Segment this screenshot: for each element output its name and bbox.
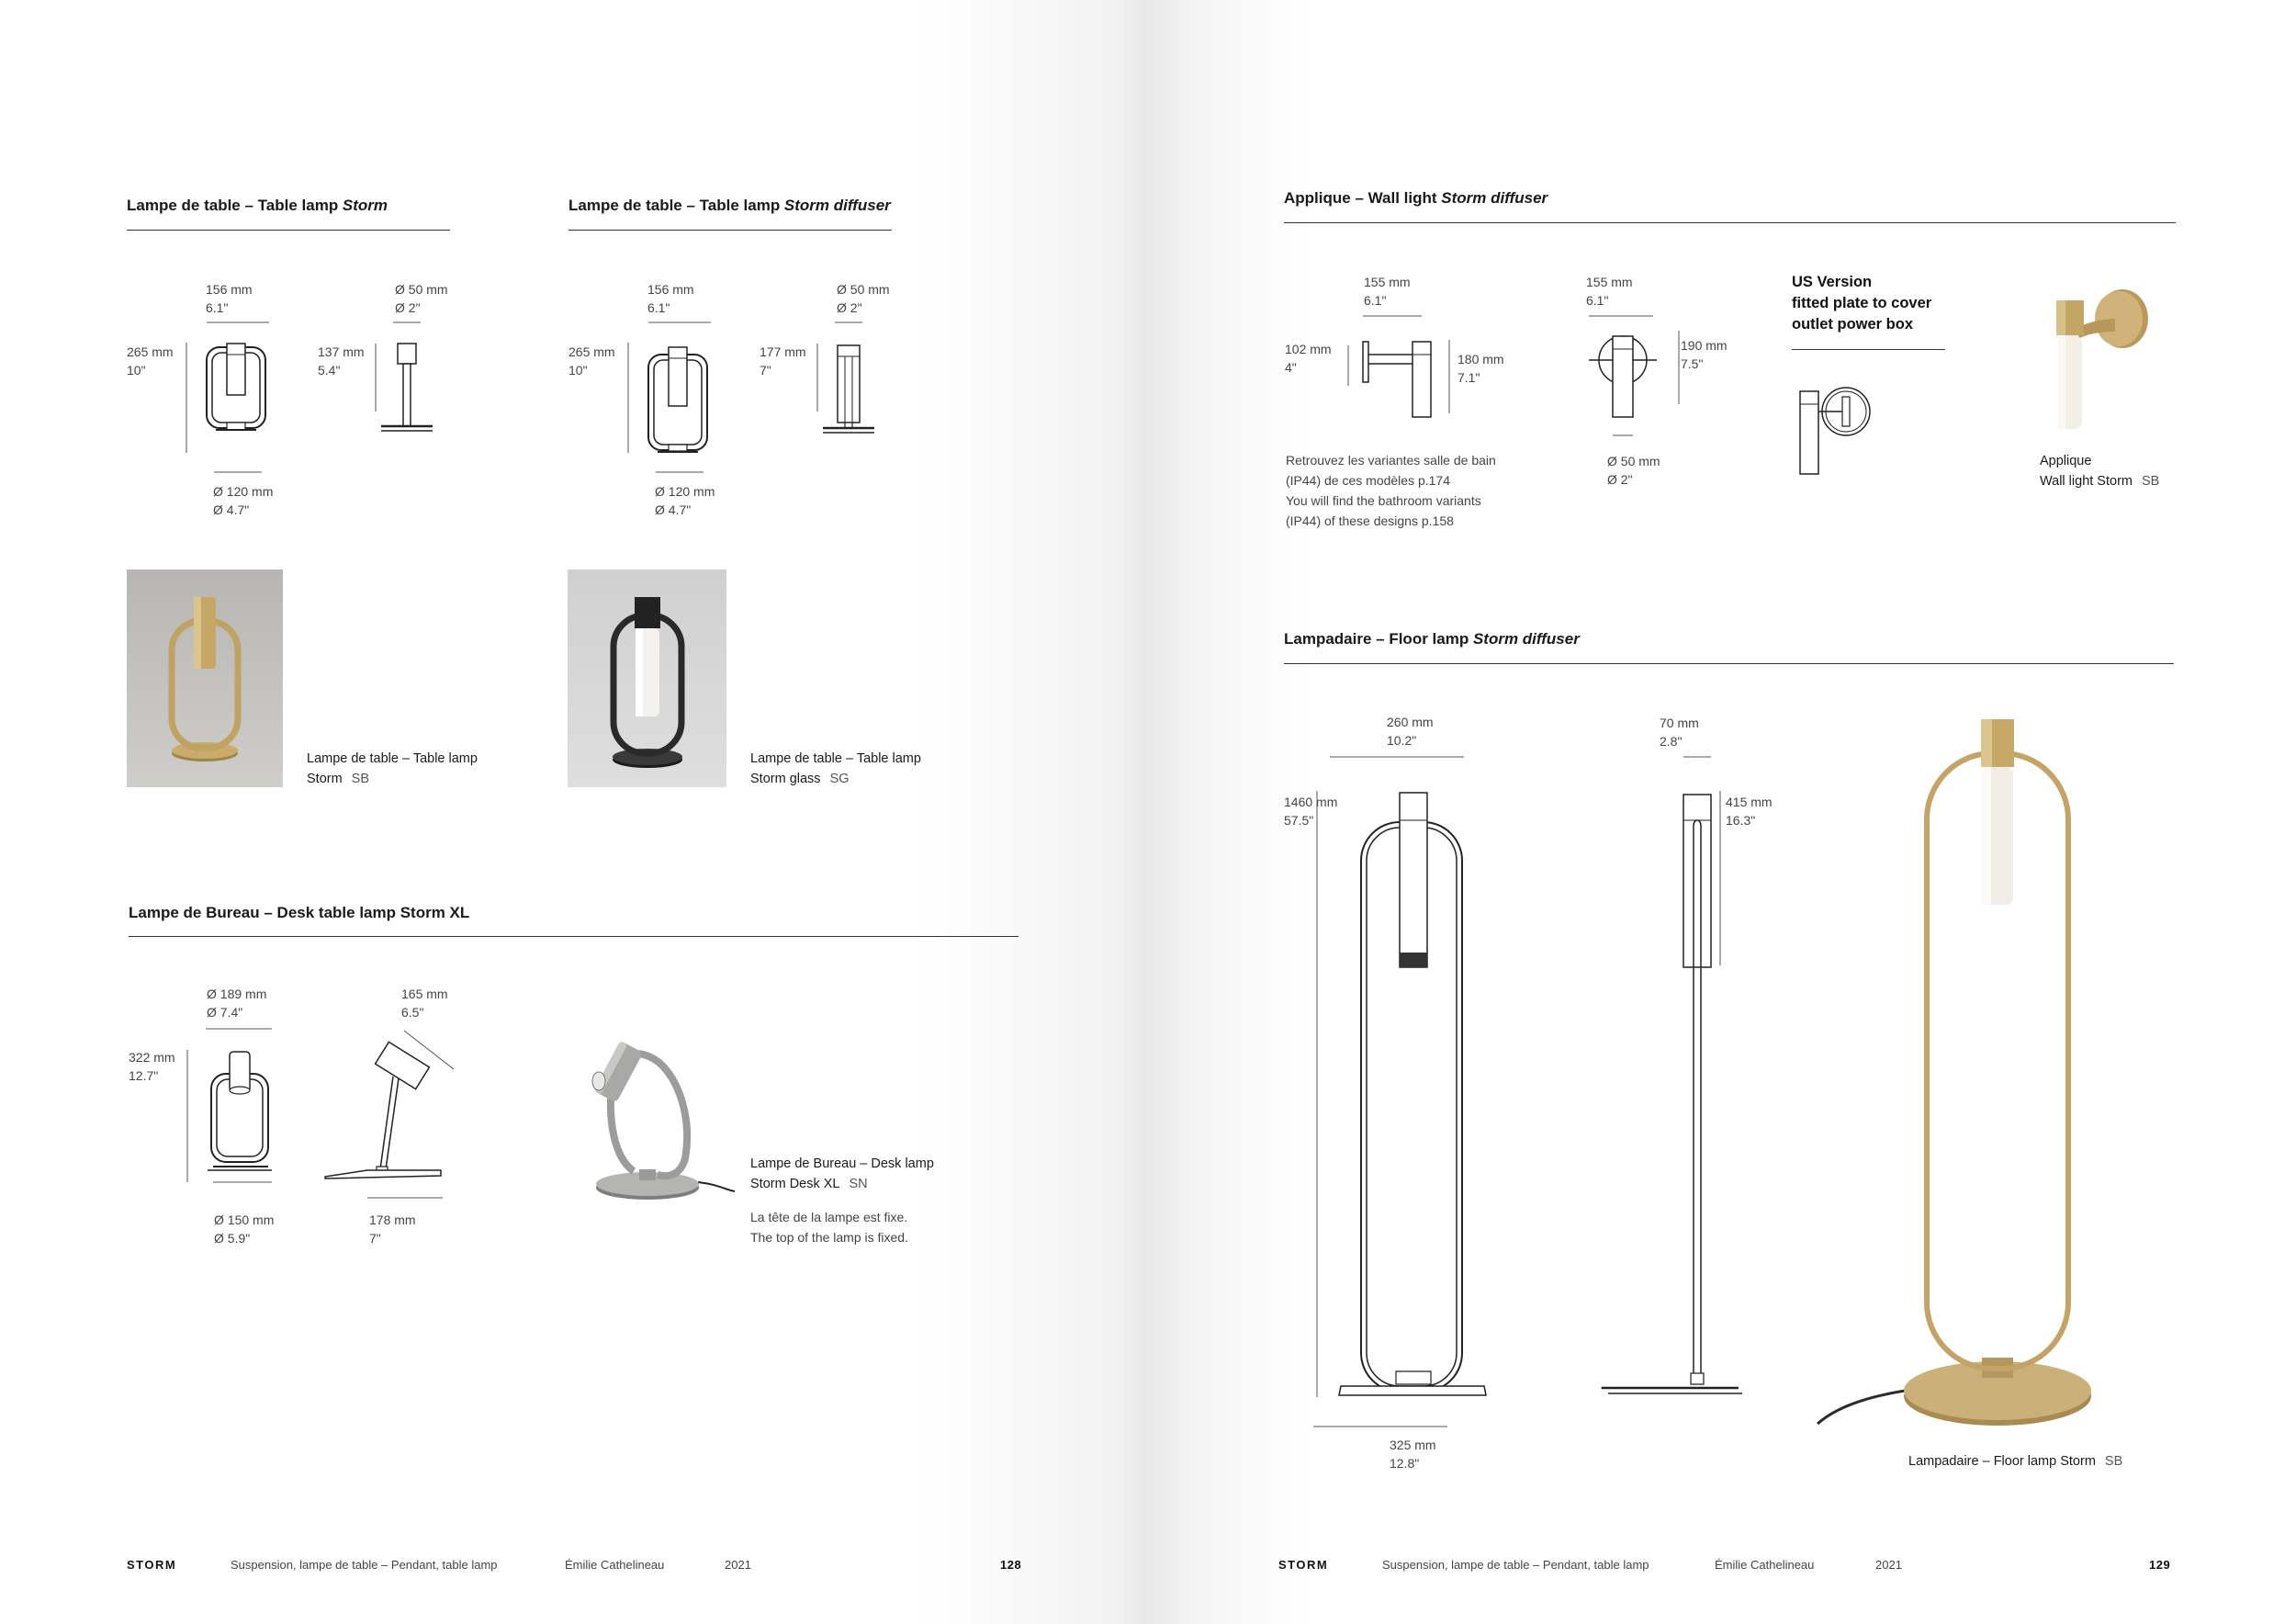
- dim-mm: Ø 189 mm: [207, 987, 267, 1001]
- dim-inch: 4": [1285, 360, 1297, 375]
- footer-category: Suspension, lampe de table – Pendant, table lamp: [231, 1558, 498, 1572]
- page-number: 128: [1000, 1558, 1022, 1572]
- dim-mm: Ø 120 mm: [655, 484, 715, 499]
- dim-base: [1390, 1436, 1436, 1472]
- dim-depth: [1285, 340, 1332, 377]
- dim-mm: 70 mm: [1660, 716, 1699, 730]
- dim-inch: 7": [760, 363, 771, 378]
- dim-inch: Ø 7.4": [207, 1005, 243, 1020]
- note-line: Retrouvez les variantes salle de bain: [1286, 453, 1496, 468]
- dim-inch: Ø 4.7": [213, 502, 250, 517]
- caption-line: Lampe de table – Table lamp: [750, 751, 921, 766]
- caption-finish-code: SB: [2104, 1454, 2123, 1469]
- dim-mm: 415 mm: [1726, 795, 1773, 809]
- dim-mm: 322 mm: [129, 1050, 175, 1065]
- dim-inch: 6.1": [1586, 293, 1609, 308]
- desk-lamp-front-drawing-icon: [180, 1024, 299, 1208]
- dim-mm: 155 mm: [1586, 275, 1633, 289]
- dim-width-2: [1586, 273, 1633, 310]
- photo-wall-light-storm: [2031, 282, 2168, 443]
- note-line: (IP44) de ces modèles p.174: [1286, 473, 1450, 488]
- heading-italic: Storm: [342, 197, 388, 214]
- dim-mm: Ø 50 mm: [395, 282, 448, 297]
- dim-height: [127, 343, 174, 379]
- dim-mm: 137 mm: [318, 344, 365, 359]
- dim-inch: 7.5": [1681, 356, 1704, 371]
- dim-base: [213, 482, 273, 519]
- heading-italic: Storm diffuser: [783, 197, 891, 214]
- note-line: (IP44) of these designs p.158: [1286, 513, 1454, 528]
- dim-inch: 7.1": [1458, 370, 1480, 385]
- dim-mm: Ø 120 mm: [213, 484, 274, 499]
- table-lamp-side-drawing-icon: [814, 320, 887, 457]
- heading-italic: Storm diffuser: [1441, 189, 1548, 207]
- dim-mm: 156 mm: [647, 282, 694, 297]
- dim-inch: 5.4": [318, 363, 341, 378]
- caption-line: Lampe de table – Table lamp: [307, 751, 478, 766]
- heading-rule: [568, 230, 892, 231]
- heading-rule: [1284, 222, 2176, 223]
- dim-mm: 156 mm: [206, 282, 253, 297]
- caption-finish-code: SG: [829, 772, 850, 786]
- caption-desk-lamp-storm-xl: [750, 1154, 934, 1194]
- brass-wall-light-image: [2031, 282, 2168, 443]
- dim-inch: 2.8": [1660, 734, 1683, 749]
- dim-diffuser-diameter: [1660, 714, 1699, 750]
- dim-mm: Ø 150 mm: [214, 1212, 275, 1227]
- dim-mm: 165 mm: [401, 987, 448, 1001]
- note-desk-lamp: [750, 1207, 908, 1247]
- wall-light-us-drawing-icon: [1791, 378, 1892, 479]
- dim-mm: 177 mm: [760, 344, 806, 359]
- dim-inch: 6.1": [206, 300, 229, 315]
- caption-line: Applique: [2040, 454, 2092, 468]
- caption-finish-code: SB: [2141, 474, 2160, 489]
- heading-text: Applique – Wall light: [1284, 189, 1442, 207]
- dim-mm: 1460 mm: [1284, 795, 1338, 809]
- caption-model: Storm: [307, 772, 343, 786]
- page-number: 129: [2149, 1558, 2171, 1572]
- dim-mm: 155 mm: [1364, 275, 1411, 289]
- brass-floor-lamp-image: [1814, 707, 2154, 1442]
- note-line: You will find the bathroom variants: [1286, 493, 1481, 508]
- section-heading-floor-lamp: [1284, 630, 1580, 648]
- floor-lamp-side-drawing-icon: [1603, 749, 1750, 1433]
- dim-mm: 260 mm: [1387, 715, 1434, 729]
- table-lamp-side-drawing-icon: [372, 320, 445, 457]
- dim-inch: 6.1": [1364, 293, 1387, 308]
- dim-inch: 16.3": [1726, 813, 1756, 828]
- dim-inch: Ø 4.7": [655, 502, 692, 517]
- dim-mm: 102 mm: [1285, 342, 1332, 356]
- dim-inch: 12.7": [129, 1068, 159, 1083]
- dim-inch: 10.2": [1387, 733, 1417, 748]
- dim-mm: Ø 50 mm: [837, 282, 890, 297]
- table-lamp-front-drawing-icon: [621, 320, 740, 457]
- dim-inch: Ø 2": [1607, 472, 1633, 487]
- dim-diameter: [1607, 452, 1660, 489]
- caption-table-lamp-storm: [307, 749, 478, 789]
- footer-designer: Émilie Cathelineau: [565, 1558, 665, 1572]
- us-version-note: [1792, 272, 1931, 335]
- photo-desk-lamp-storm-xl: [579, 978, 735, 1222]
- dim-side-height: [318, 343, 365, 379]
- photo-table-lamp-storm-glass: [568, 570, 726, 787]
- dim-base: [214, 1211, 274, 1247]
- wall-light-side-drawing-icon: [1339, 312, 1449, 423]
- caption-model: Wall light Storm: [2040, 474, 2133, 489]
- dim-inch: 10": [127, 363, 146, 378]
- desk-lamp-side-drawing-icon: [321, 1018, 459, 1211]
- dim-mm: 180 mm: [1458, 352, 1504, 367]
- section-heading-desk-lamp-storm-xl: [129, 904, 469, 922]
- dim-inch: Ø 2": [837, 300, 862, 315]
- dim-height: [129, 1048, 175, 1085]
- dim-head-diameter: [837, 280, 890, 317]
- us-line: fitted plate to cover: [1792, 295, 1932, 311]
- caption-wall-light-storm: [2040, 451, 2159, 491]
- section-heading-table-lamp-storm-diffuser: [568, 197, 891, 215]
- footer-category: Suspension, lampe de table – Pendant, table lamp: [1382, 1558, 1649, 1572]
- heading-rule: [127, 230, 450, 231]
- dim-height: [568, 343, 615, 379]
- dim-inch: Ø 2": [395, 300, 421, 315]
- dim-width: [647, 280, 694, 317]
- heading-rule: [129, 936, 1019, 937]
- dim-mm: 178 mm: [369, 1212, 416, 1227]
- dim-height: [1458, 350, 1504, 387]
- note-bathroom-variants: [1286, 450, 1496, 531]
- dim-inch: 6.5": [401, 1005, 424, 1020]
- footer-designer: Émilie Cathelineau: [1715, 1558, 1815, 1572]
- dim-width: [206, 280, 253, 317]
- table-lamp-front-drawing-icon: [179, 320, 298, 457]
- dim-height-2: [1681, 336, 1728, 373]
- dim-width: [1364, 273, 1411, 310]
- dim-mm: 325 mm: [1390, 1438, 1436, 1452]
- footer-year: 2021: [725, 1558, 751, 1572]
- photo-floor-lamp-storm: [1814, 707, 2154, 1442]
- nickel-desk-lamp-image: [579, 978, 735, 1222]
- caption-floor-lamp-storm: [1908, 1451, 2122, 1472]
- us-rule: [1792, 349, 1945, 350]
- dim-mm: Ø 50 mm: [1607, 454, 1660, 468]
- caption-table-lamp-storm-glass: [750, 749, 921, 789]
- caption-model: Storm Desk XL: [750, 1177, 840, 1191]
- section-heading-table-lamp-storm: [127, 197, 388, 215]
- dim-mm: 190 mm: [1681, 338, 1728, 353]
- brass-lamp-image: [127, 570, 283, 787]
- dim-inch: 6.1": [647, 300, 670, 315]
- caption-model: Lampadaire – Floor lamp Storm: [1908, 1454, 2096, 1469]
- footer-brand: STORM: [1278, 1558, 1329, 1572]
- dim-base: [655, 482, 715, 519]
- floor-lamp-front-drawing-icon: [1313, 749, 1469, 1433]
- note-line: The top of the lamp is fixed.: [750, 1230, 908, 1245]
- dim-head-diameter: [395, 280, 448, 317]
- heading-text: Lampe de Bureau – Desk table lamp Storm XL: [129, 904, 470, 921]
- caption-line: Lampe de Bureau – Desk lamp: [750, 1156, 934, 1171]
- dim-base-depth: [369, 1211, 416, 1247]
- wall-light-front-drawing-icon: [1583, 312, 1684, 441]
- photo-table-lamp-storm-brass: [127, 570, 283, 787]
- footer-brand: STORM: [127, 1558, 177, 1572]
- us-line: outlet power box: [1792, 316, 1913, 333]
- heading-text: Lampe de table – Table lamp: [127, 197, 343, 214]
- black-glass-lamp-image: [568, 570, 726, 787]
- caption-model: Storm glass: [750, 772, 821, 786]
- dim-inch: 12.8": [1390, 1456, 1420, 1471]
- caption-finish-code: SN: [849, 1177, 868, 1191]
- dim-mm: 265 mm: [127, 344, 174, 359]
- dim-head: [401, 985, 448, 1021]
- note-line: La tête de la lampe est fixe.: [750, 1210, 908, 1224]
- dim-inch: 7": [369, 1231, 381, 1246]
- dim-width: [1387, 713, 1434, 750]
- right-page: [1148, 0, 2296, 1624]
- dim-mm: 265 mm: [568, 344, 615, 359]
- heading-text: Lampadaire – Floor lamp: [1284, 630, 1473, 648]
- dim-side-height: [760, 343, 806, 379]
- dim-diameter: [207, 985, 266, 1021]
- dim-inch: 57.5": [1284, 813, 1314, 828]
- heading-text: Lampe de table – Table lamp: [568, 197, 784, 214]
- dim-inch: 10": [568, 363, 588, 378]
- us-line: US Version: [1792, 274, 1873, 290]
- footer-year: 2021: [1875, 1558, 1902, 1572]
- section-heading-wall-light: [1284, 189, 1548, 208]
- heading-rule: [1284, 663, 2174, 664]
- dim-inch: Ø 5.9": [214, 1231, 251, 1246]
- heading-italic: Storm diffuser: [1472, 630, 1580, 648]
- caption-finish-code: SB: [351, 772, 370, 786]
